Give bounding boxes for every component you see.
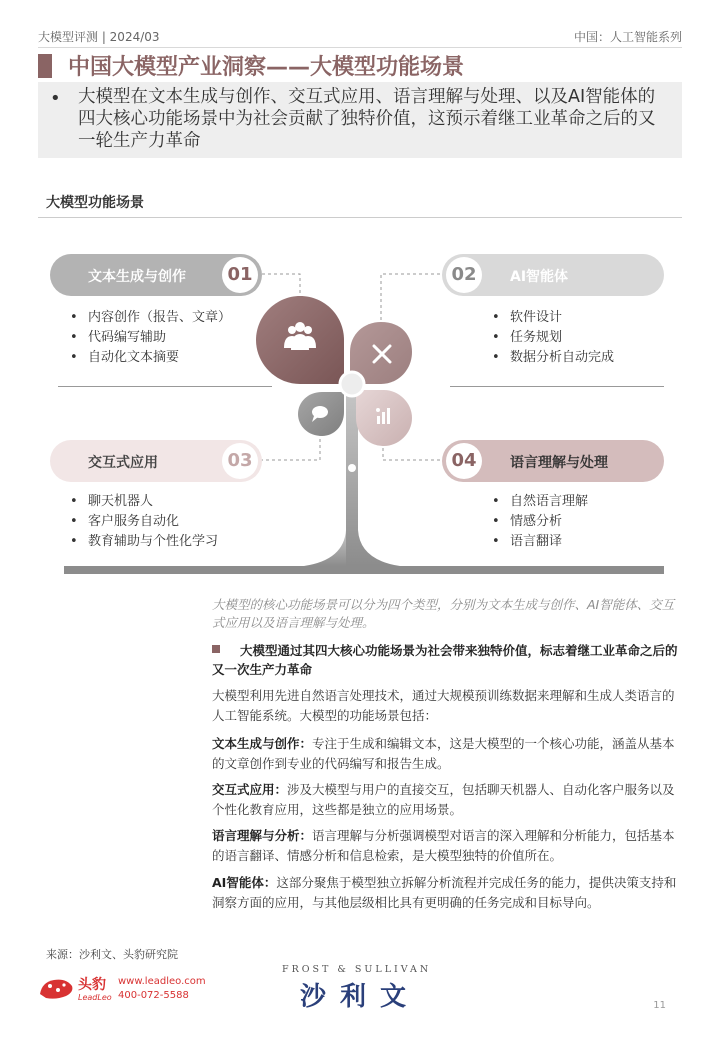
list-item: • 内容创作（报告、文章）: [70, 308, 231, 328]
source-note: 来源：沙利文、头豹研究院: [46, 948, 178, 961]
page-title: 中国大模型产业洞察——大模型功能场景: [68, 55, 465, 80]
report-series-label: 大模型评测 | 2024/03: [38, 30, 160, 44]
intro-paragraph: 大模型利用先进自然语言处理技术，通过大规模预训练数据来理解和生成人类语言的人工智能系统。大模型的功能场景包括：: [212, 688, 675, 723]
list-item: • 数据分析自动完成: [492, 348, 614, 368]
brand-name-cn: 头豹: [78, 977, 106, 993]
divider-02: [450, 386, 664, 387]
number-02: 02: [446, 257, 482, 293]
connector-02: [381, 274, 440, 322]
list-item: • 教育辅助与个性化学习: [70, 532, 218, 552]
tree-root-left: [304, 530, 346, 566]
list-item: • 自动化文本摘要: [70, 348, 231, 368]
pill-label-text-generation: 文本生成与创作: [88, 269, 186, 285]
pill-label-language: 语言理解与处理: [510, 455, 608, 471]
list-item: • 自然语言理解: [492, 492, 588, 512]
term-text: 专注于生成和编辑文本，这是大模型的一个核心功能，涵盖从基本的文章创作到专业的代码编写和报告生成。: [212, 736, 675, 771]
divider-01: [58, 386, 272, 387]
section-divider: [38, 217, 682, 218]
term-label: 语言理解与分析：: [212, 828, 313, 843]
tree-ground: [64, 566, 664, 574]
paragraph-interactive: [212, 780, 682, 820]
list-item: • 代码编写辅助: [70, 328, 231, 348]
list-text-generation: [70, 308, 231, 368]
term-text: 这部分聚焦于模型独立拆解分析流程并完成任务的能力，提供决策支持和洞察方面的应用，与其他层级相比具有更明确的任务完成和目标导向。: [212, 875, 677, 910]
partner-name-cn: 沙利文: [300, 982, 421, 1012]
term-text: 语言理解与分析强调模型对语言的深入理解和分析能力，包括基本的语言翻译、情感分析和信息检索，是大模型独特的价值所在。: [212, 828, 675, 863]
list-item: • 情感分析: [492, 512, 588, 532]
header-divider: [38, 47, 682, 48]
tree-node: [340, 372, 364, 396]
section-label: 大模型功能场景: [46, 195, 144, 211]
number-01: 01: [222, 257, 258, 293]
list-item: • 聊天机器人: [70, 492, 218, 512]
trunk-dot: [348, 464, 356, 472]
summary-bullet: •: [50, 88, 61, 109]
number-03: 03: [222, 443, 258, 479]
paragraph-ai-agent: [212, 873, 682, 913]
list-language: [492, 492, 588, 552]
paragraph-text-generation: [212, 734, 682, 774]
diagram-caption: 大模型的核心功能场景可以分为四个类型，分别为文本生成与创作、AI智能体、交互式应用以及语言理解与处理。: [212, 597, 675, 630]
connector-04: [383, 445, 440, 460]
term-text: 涉及大模型与用户的直接交互，包括聊天机器人、自动化客户服务以及个性化教育应用，这些都是独立的应用场景。: [212, 782, 675, 817]
title-accent-bar: [38, 54, 52, 78]
term-label: AI智能体：: [212, 875, 277, 890]
page-number: 11: [653, 1000, 666, 1011]
phone-number: 400-072-5588: [118, 990, 189, 1001]
connector-03: [260, 435, 320, 460]
list-item: • 软件设计: [492, 308, 614, 328]
pill-label-ai-agent: AI智能体: [510, 269, 569, 285]
paragraph-language: [212, 826, 682, 866]
partner-name-en: FROST & SULLIVAN: [282, 964, 432, 975]
list-item: • 客户服务自动化: [70, 512, 218, 532]
number-04: 04: [446, 443, 482, 479]
report-category-label: 中国：人工智能系列: [573, 30, 682, 44]
brand-name-en: LeadLeo: [78, 993, 112, 1002]
connector-01: [262, 274, 300, 298]
website-link[interactable]: www.leadleo.com: [118, 976, 206, 987]
list-ai-agent: [492, 308, 614, 368]
term-label: 文本生成与创作：: [212, 736, 313, 751]
list-interactive: [70, 492, 218, 552]
key-point-text: 大模型通过其四大核心功能场景为社会带来独特价值，标志着继工业革命之后的又一次生产力革命: [212, 643, 678, 677]
term-label: 交互式应用：: [212, 782, 288, 797]
pill-label-interactive: 交互式应用: [88, 455, 158, 471]
list-item: • 语言翻译: [492, 532, 588, 552]
list-item: • 任务规划: [492, 328, 614, 348]
summary-text: 大模型在文本生成与创作、交互式应用、语言理解与处理、以及AI智能体的四大核心功能场景中为社会贡献了独特价值，这预示着继工业革命之后的又一轮生产力革命: [78, 87, 656, 151]
